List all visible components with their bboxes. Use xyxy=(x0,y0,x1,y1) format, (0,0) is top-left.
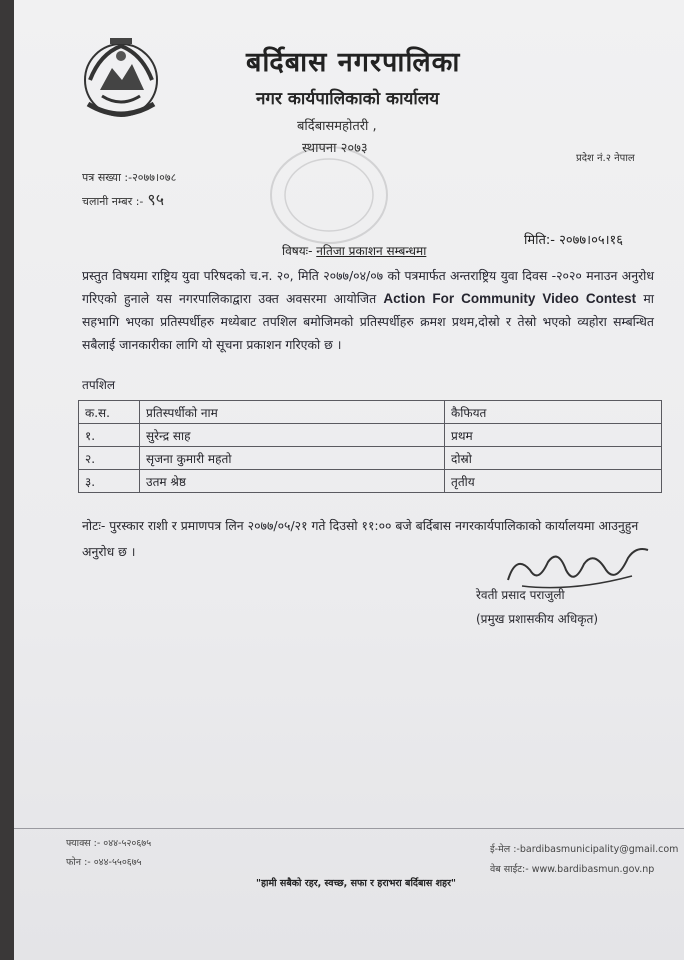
chalani-label: चलानी नम्बर :- xyxy=(82,195,144,208)
table-header-row xyxy=(79,401,662,424)
chalani-value: ९५ xyxy=(147,190,165,209)
row-remark: प्रथम xyxy=(445,424,662,447)
letter-date: मिति:- २०७७।०५।१६ xyxy=(524,233,624,248)
patra-sankhya: पत्र सख्या :-२०७७।०७८ xyxy=(82,171,177,184)
note-text: नोटः- पुरस्कार राशी र प्रमाणपत्र लिन २०७७/०५/२१ गते दिउसो ११:०० बजे बर्दिबास नगरकार्यपालिकाको कार्यालयमा आउनुहुन अनुरोध छ । xyxy=(82,518,639,559)
body-part-1: प्रस्तुत विषयमा राष्ट्रिय युवा परिषदको च.न. २०, मिति २०७७/०४/०७ को पत्रमार्फत अन्तराष्ट्रिय युवा दिवस -२०२० मनाउन अनुरोध गरिएको हुनाले यस नगरपालिकाद्वारा उक्त अवसरमा आयोजित xyxy=(82,268,654,306)
row-sn: २. xyxy=(79,447,140,470)
header-sn: क.स. xyxy=(79,401,140,424)
row-name: सुरेन्द्र साह xyxy=(140,424,445,447)
row-name: सृजना कुमारी महतो xyxy=(140,447,445,470)
slogan: "हामी सबैको रहर, स्वच्छ, सफा र हराभरा बर्दिबास शहर" xyxy=(256,878,456,889)
body-part-2: मा सहभागि भएका प्रतिस्पर्धीहरु मध्येबाट तपशिल बमोजिमको प्रतिस्पर्धीहरु क्रमश प्रथम,दोस्रो र तेस्रो भएको व्यहोरा सम्बन्धित सबैलाई जानकारीका लागि यो सूचना प्रकाशन गरिएको छ । xyxy=(82,291,654,352)
row-remark: तृतीय xyxy=(445,470,662,493)
chalani-number xyxy=(82,188,164,210)
office-location: बर्दिबासमहोतरी , xyxy=(297,119,377,134)
email-address: ई-मेल :-bardibasmunicipality@gmail.com xyxy=(490,844,679,855)
results-table xyxy=(78,400,662,493)
subject-title: नतिजा प्रकाशन सम्बन्धमा xyxy=(316,244,427,258)
phone-number: फोन :- ०४४-५५०६७५ xyxy=(66,857,142,868)
website-address: वेब साईट:- www.bardibasmun.gov.np xyxy=(490,864,655,875)
faded-seal-icon xyxy=(264,140,394,250)
signatory-name: रेवती प्रसाद पराजुली xyxy=(476,588,565,602)
subject-label: विषयः- xyxy=(282,244,317,258)
table-row xyxy=(79,424,662,447)
row-sn: १. xyxy=(79,424,140,447)
contest-name: Action For Community Video Contest xyxy=(383,291,637,306)
letter-page xyxy=(14,0,684,960)
nepal-emblem-icon xyxy=(80,34,162,120)
header-remark: कैफियत xyxy=(445,401,662,424)
footer-divider xyxy=(14,828,684,829)
letter-body xyxy=(82,264,654,356)
office-name: नगर कार्यपालिकाको कार्यालय xyxy=(256,89,440,109)
established-year: स्थापना २०७३ xyxy=(302,141,368,156)
signatory-title: (प्रमुख प्रशासकीय अधिकृत) xyxy=(476,612,599,626)
province-label: प्रदेश नं.२ नेपाल xyxy=(576,153,635,164)
table-row xyxy=(79,447,662,470)
row-name: उतम श्रेष्ठ xyxy=(140,470,445,493)
tapasil-label: तपशिल xyxy=(82,378,116,392)
header-name: प्रतिस्पर्धीको नाम xyxy=(140,401,445,424)
row-remark: दोस्रो xyxy=(445,447,662,470)
municipality-name: बर्दिबास नगरपालिका xyxy=(246,47,461,78)
fax-number: फ्याक्स :- ०४४-५२०६७५ xyxy=(66,838,152,849)
subject-line xyxy=(282,242,426,259)
table-row xyxy=(79,470,662,493)
row-sn: ३. xyxy=(79,470,140,493)
